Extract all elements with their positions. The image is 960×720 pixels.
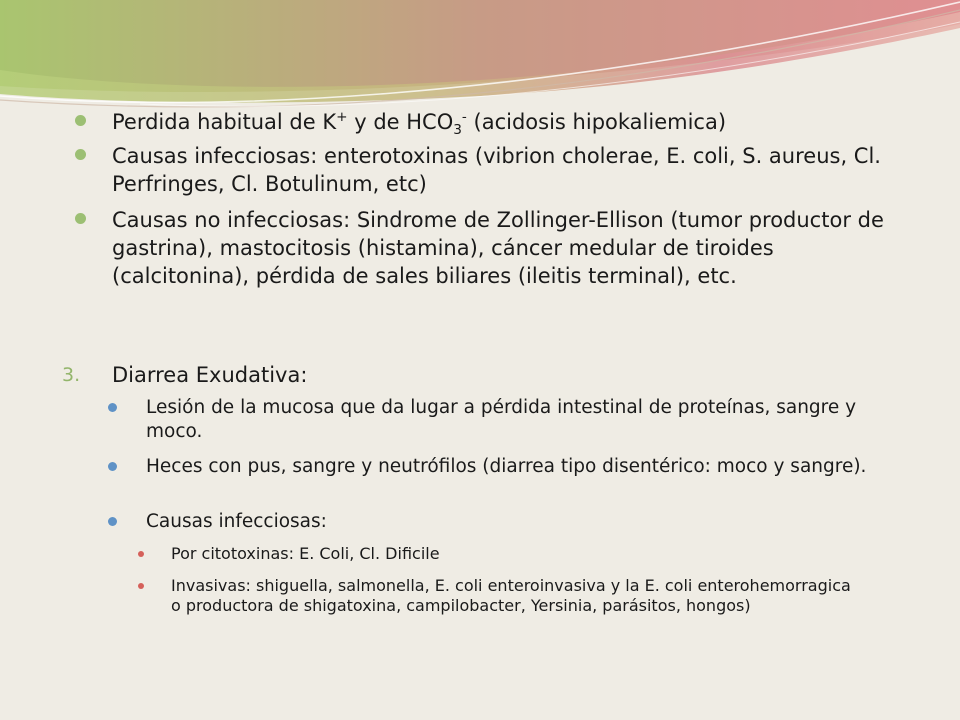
bullet-dot [75,149,86,160]
bullet-dot [108,403,117,412]
bullet-item: Lesión de la mucosa que da lugar a pérdida intestinal de proteínas, sangre y moco. [146,397,857,442]
bullet-item: Perdida habitual de K+ y de $HCO_3^-$ (acidosis hipokaliemica) [112,109,727,139]
bullet-item: Causas infecciosas: enterotoxinas (vibrion cholerae, E. coli, S. aureus, Cl. Perfringes, Cl. Botulinum, etc) [112,144,881,196]
bullet-item: Por citotoxinas: E. Coli, Cl. Dificile [171,544,440,563]
section-number: 3. [62,364,81,386]
bullet-dot [75,213,86,224]
bullet-dot [138,583,144,589]
bullet-item: Invasivas: shiguella, salmonella, E. coli enteroinvasiva y la E. coli enterohemorragica o productora de shigatoxina, campilobacter, Yersinia, parásitos, hongos) [171,576,851,615]
section-title: Diarrea Exudativa: [112,363,308,387]
bullet-dot [138,551,144,557]
bullet-item: Causas infecciosas: [146,511,327,532]
bullet-dot [108,462,117,471]
bullet-dot [108,517,117,526]
bullet-item: Causas no infecciosas: Sindrome de Zollinger-Ellison (tumor productor de gastrina), mastocitosis (histamina), cáncer medular de tiroides (calcitonina), pérdida de sales biliares (ileitis terminal), etc. [112,208,884,288]
bullet-dot [75,115,86,126]
bullet-item: Heces con pus, sangre y neutrófilos (diarrea tipo disentérico: moco y sangre). [146,456,867,477]
